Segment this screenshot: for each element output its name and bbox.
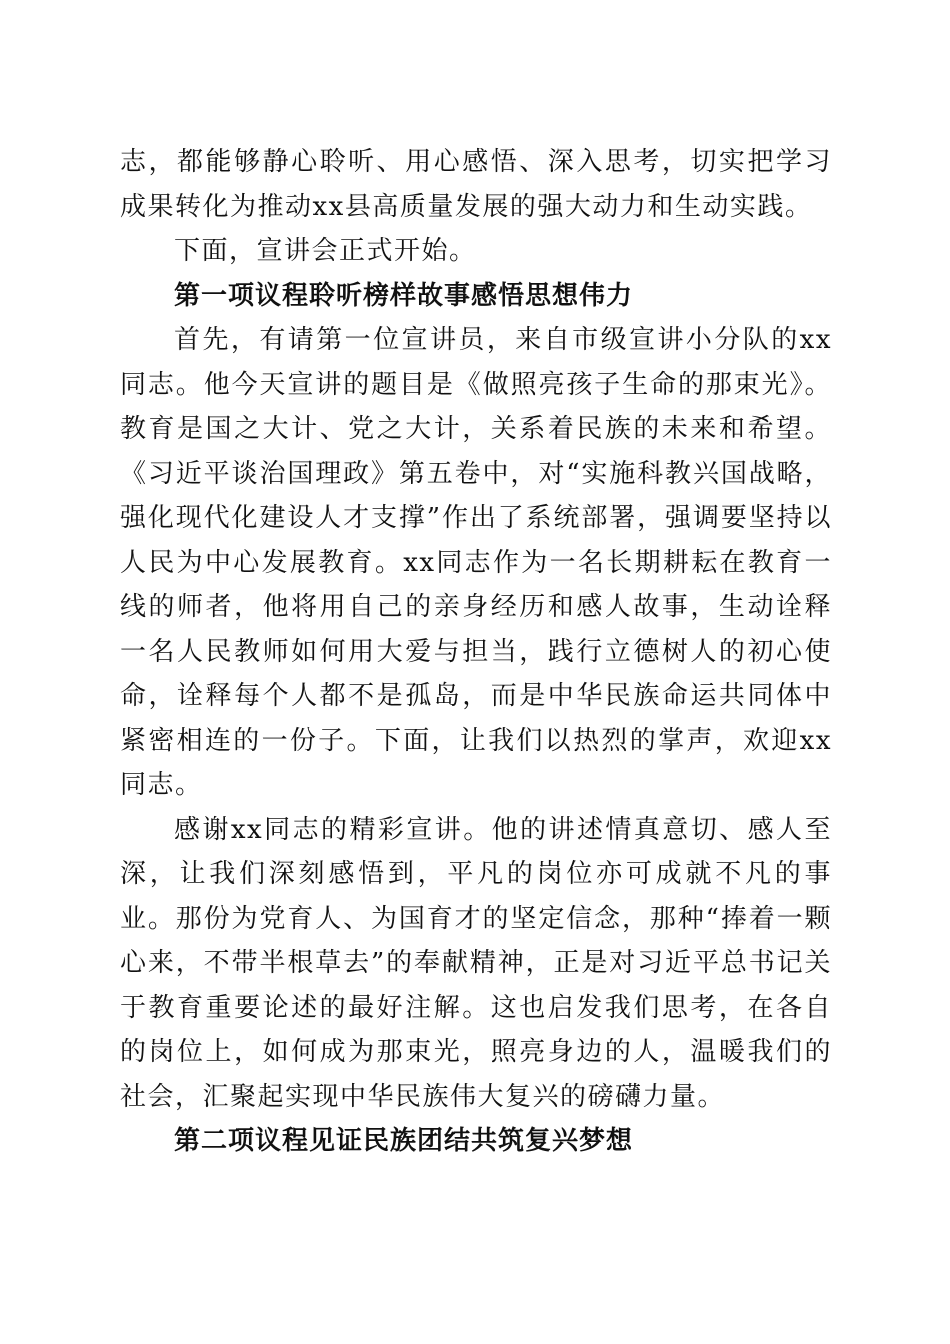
speaker-thanks-paragraph: 感谢xx同志的精彩宣讲。他的讲述情真意切、感人至深，让我们深刻感悟到，平凡的岗位亦可成就不凡的事业。那份为党育人、为国育才的坚定信念，那种“捧着一颗心来，不带半根草去”的奉献精神，正是对习近平总书记关于教育重要论述的最好注解。这也启发我们思考，在各自的岗位上，如何成为那束光，照亮身边的人，温暖我们的社会，汇聚起实现中华民族伟大复兴的磅礴力量。 bbox=[120, 814, 832, 1112]
continuation-paragraph: 志，都能够静心聆听、用心感悟、深入思考，切实把学习成果转化为推动xx县高质量发展的强大动力和生动实践。 bbox=[120, 147, 832, 222]
opening-statement: 下面，宣讲会正式开始。 bbox=[174, 236, 477, 266]
speaker-introduction-paragraph: 首先，有请第一位宣讲员，来自市级宣讲小分队的xx同志。他今天宣讲的题目是《做照亮孩子生命的那束光》。教育是国之大计、党之大计，关系着民族的未来和希望。《习近平谈治国理政》第五卷中，对“实施科教兴国战略，强化现代化建设人才支撑”作出了系统部署，强调要坚持以人民为中心发展教育。xx同志作为一名长期耕耘在教育一线的师者，他将用自己的亲身经历和感人故事，生动诠释一名人民教师如何用大爱与担当，践行立德树人的初心使命，诠释每个人都不是孤岛，而是中华民族命运共同体中紧密相连的一份子。下面，让我们以热烈的掌声，欢迎xx同志。 bbox=[120, 325, 832, 800]
agenda-item-2-heading: 第二项议程见证民族团结共筑复兴梦想 bbox=[174, 1126, 634, 1156]
document-page bbox=[120, 140, 832, 1164]
agenda-item-1-heading: 第一项议程聆听榜样故事感悟思想伟力 bbox=[174, 280, 634, 311]
